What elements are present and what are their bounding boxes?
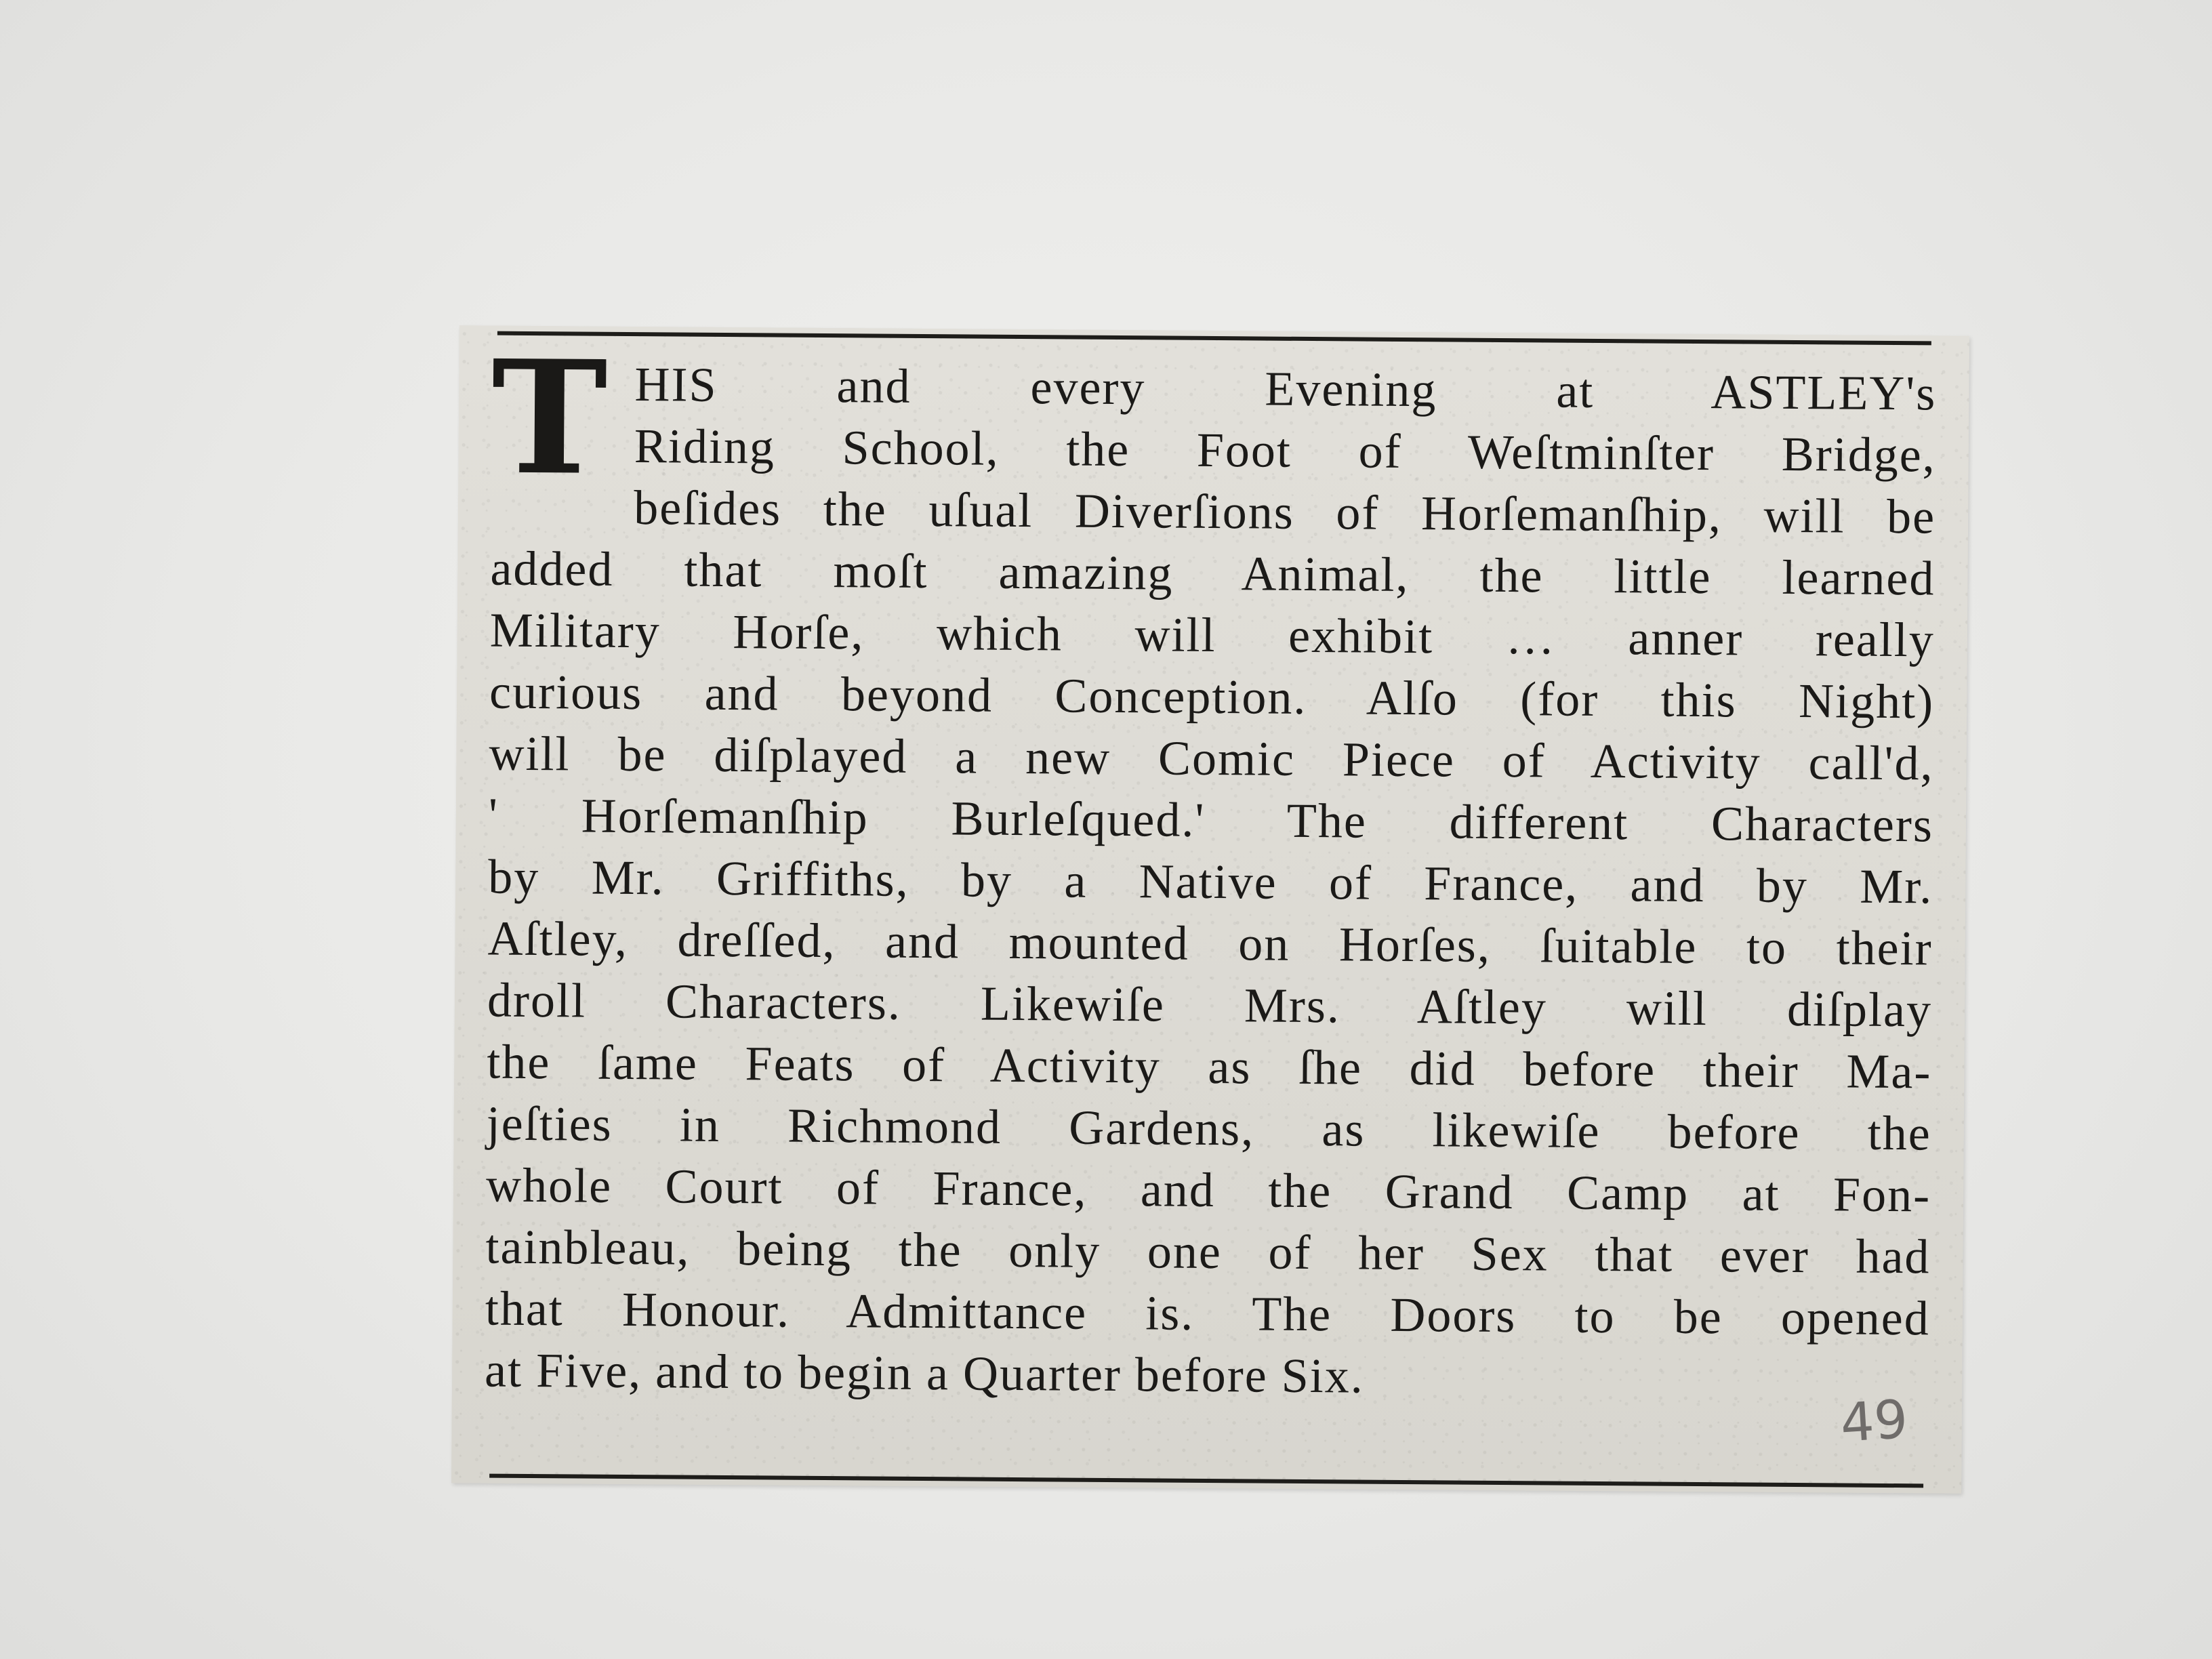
newspaper-clipping [451, 325, 1969, 1494]
advertisement-text [484, 326, 1937, 1412]
text-line: HIS and every Evening at ASTLEY's [634, 357, 1937, 421]
drop-cap: T [491, 326, 609, 510]
page-number: 49 [1838, 1389, 1910, 1454]
text-line: ' Horſemanſhip Burleſqued.' The different Characters [488, 787, 1934, 853]
text-line: whole Court of France, and the Grand Camp at Fon- [485, 1158, 1931, 1223]
text-line: will be diſplayed a new Comic Piece of Activity call'd, [489, 726, 1934, 791]
text-line: added that moſt amazing Animal, the little learned [490, 541, 1936, 606]
text-line: at Five, and to begin a Quarter before Six. [484, 1343, 1365, 1404]
bottom-rule [489, 1474, 1923, 1488]
top-rule [497, 331, 1931, 346]
text-line: Aſtley, dreſſed, and mounted on Horſes, ſuitable to their [487, 911, 1933, 976]
text-line: Military Horſe, which will exhibit … anner really [489, 602, 1936, 668]
text-line: that Honour. Admittance is. The Doors to be opened [485, 1281, 1931, 1346]
text-line: tainbleau, being the only one of her Sex that ever had [485, 1219, 1931, 1284]
text-line: curious and beyond Conception. Alſo (for this Night) [489, 664, 1935, 729]
text-line: jeſties in Richmond Gardens, as likewiſe before the [486, 1096, 1931, 1161]
text-line: Riding School, the Foot of Weſtminſter Bridge, [634, 419, 1936, 483]
text-line: droll Characters. Likewiſe Mrs. Aſtley will diſplay [487, 972, 1933, 1038]
text-line: by Mr. Griffiths, by a Native of France, and by Mr. [488, 849, 1933, 914]
text-line: beſides the uſual Diverſions of Horſemanſhip, will be [633, 480, 1936, 544]
text-line: the ſame Feats of Activity as ſhe did before their Ma- [487, 1034, 1932, 1099]
